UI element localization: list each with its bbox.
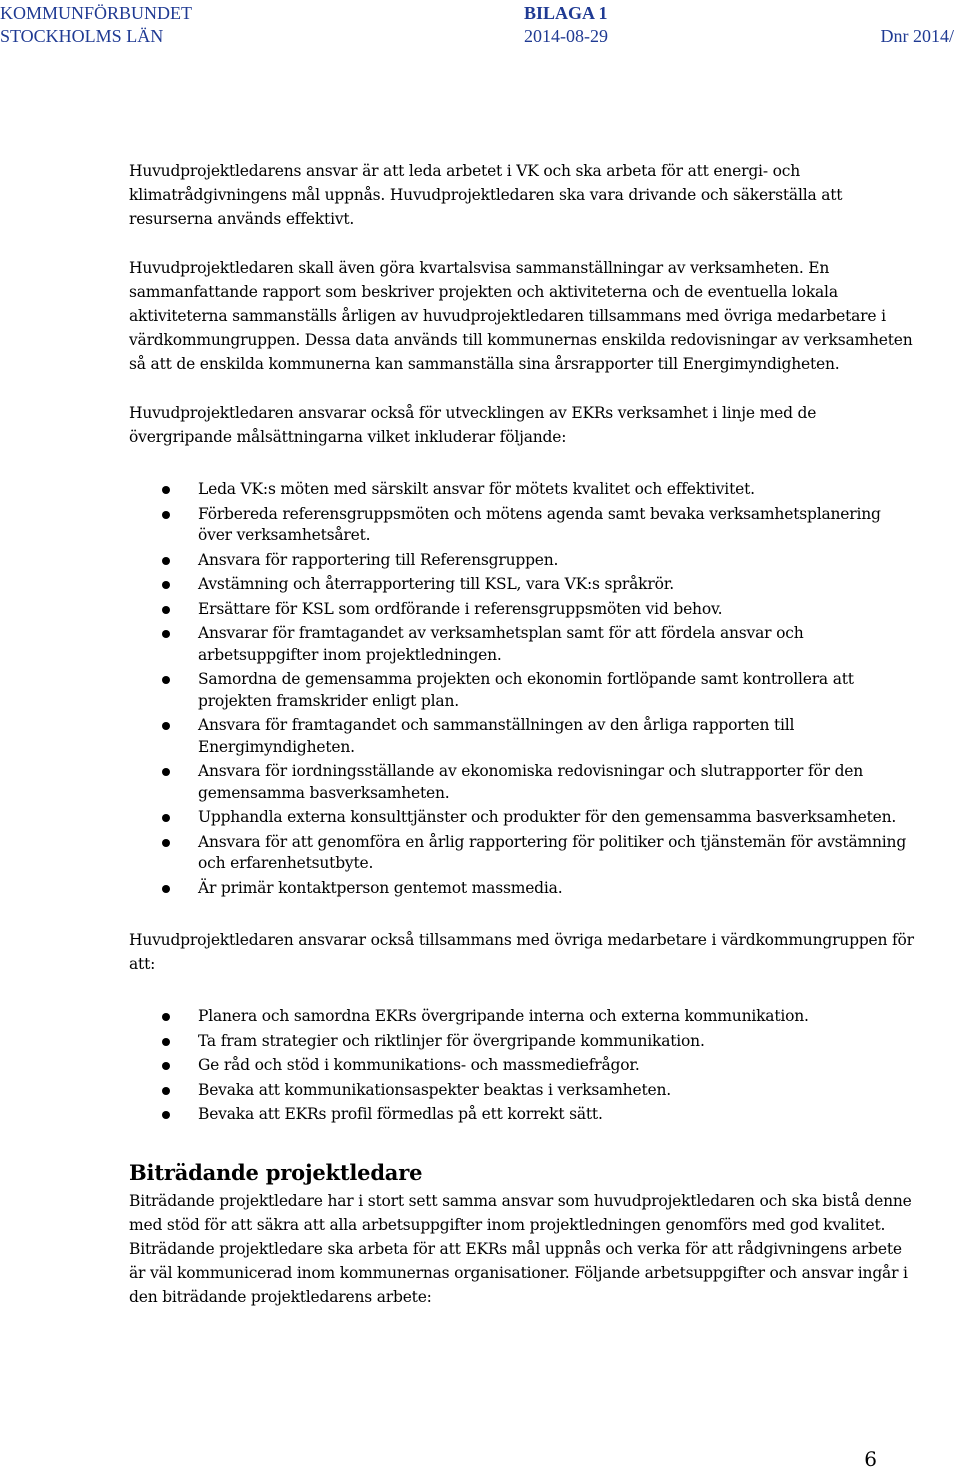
task-list-main — [129, 479, 919, 899]
bullet-icon — [162, 581, 170, 589]
paragraph-assistant-role: Biträdande projektledare har i stort sett samma ansvar som huvudprojektledaren och ska bistå denne med stöd för att säkra att alla arbetsuppgifter inom projektledningen genomförs med god kvalitet. Biträdande projektledare ska arbeta för att EKRs mål uppnås och verka för att rådgivningens arbete är väl kommunicerad inom kommunernas organisationer. Följande arbetsuppgifter och ansvar ingår i den biträdande projektledarens arbete: — [129, 1191, 912, 1306]
document-body — [129, 159, 919, 1309]
header-reference — [881, 2, 955, 48]
bullet-icon — [162, 1062, 170, 1070]
bullet-icon — [162, 1111, 170, 1119]
section-heading: Biträdande projektledare — [129, 1159, 423, 1185]
bullet-icon — [162, 557, 170, 565]
spacer — [129, 902, 919, 928]
list-item: Upphandla externa konsulttjänster och produkter för den gemensamma basverksamheten. — [129, 807, 919, 829]
document-number: Dnr 2014/ — [880, 26, 954, 46]
spacer — [129, 376, 919, 401]
list-item: Ansvara för att genomföra en årlig rapportering för politiker och tjänstemän för avstämning och erfarenhetsutbyte. — [129, 832, 919, 875]
document-date: 2014-08-29 — [524, 26, 608, 46]
spacer — [129, 231, 919, 256]
list-item: Ta fram strategier och riktlinjer för övergripande kommunikation. — [129, 1031, 919, 1053]
list-item: Ansvara för framtagandet och sammanställningen av den årliga rapporten till Energimyndigheten. — [129, 715, 919, 758]
paragraph-communication: Huvudprojektledaren ansvarar också tillsammans med övriga medarbetare i värdkommungruppen för att: — [129, 931, 914, 973]
page-header — [0, 2, 960, 50]
bullet-icon — [162, 486, 170, 494]
org-line-2: STOCKHOLMS LÄN — [0, 26, 164, 46]
spacer — [129, 1129, 919, 1159]
bullet-icon — [162, 814, 170, 822]
task-list-communication — [129, 1006, 919, 1126]
bullet-icon — [162, 511, 170, 519]
bullet-icon — [162, 885, 170, 893]
bullet-icon — [162, 676, 170, 684]
attachment-label: BILAGA 1 — [524, 3, 608, 23]
paragraph-development: Huvudprojektledaren ansvarar också för utvecklingen av EKRs verksamhet i linje med de övergripande målsättningarna vilket inkluderar följande: — [129, 404, 817, 446]
header-ref-spacer — [881, 2, 955, 25]
bullet-icon — [162, 606, 170, 614]
list-item: Avstämning och återrapportering till KSL, vara VK:s språkrör. — [129, 574, 919, 596]
list-item: Ge råd och stöd i kommunikations- och massmediefrågor. — [129, 1055, 919, 1077]
list-item: Planera och samordna EKRs övergripande interna och externa kommunikation. — [129, 1006, 919, 1028]
list-item: Är primär kontaktperson gentemot massmedia. — [129, 878, 919, 900]
bullet-icon — [162, 1038, 170, 1046]
list-item: Ansvara för iordningsställande av ekonomiska redovisningar och slutrapporter för den gemensamma basverksamheten. — [129, 761, 919, 804]
list-item: Ansvarar för framtagandet av verksamhetsplan samt för att fördela ansvar och arbetsuppgifter inom projektledningen. — [129, 623, 919, 666]
bullet-icon — [162, 630, 170, 638]
org-line-1: KOMMUNFÖRBUNDET — [0, 3, 193, 23]
header-attachment-info — [524, 2, 608, 48]
bullet-icon — [162, 722, 170, 730]
list-item: Ersättare för KSL som ordförande i referensgruppsmöten vid behov. — [129, 599, 919, 621]
list-item: Förbereda referensgruppsmöten och mötens agenda samt bevaka verksamhetsplanering över verksamhetsåret. — [129, 504, 919, 547]
bullet-icon — [162, 1013, 170, 1021]
list-item: Bevaka att kommunikationsaspekter beaktas i verksamheten. — [129, 1080, 919, 1102]
paragraph-responsibility: Huvudprojektledarens ansvar är att leda arbetet i VK och ska arbeta för att energi- och klimatrådgivningens mål uppnås. Huvudprojektledaren ska vara drivande och säkerställa att resurserna används effektivt. — [129, 162, 843, 228]
spacer — [129, 976, 919, 1006]
paragraph-reporting: Huvudprojektledaren skall även göra kvartalsvisa sammanställningar av verksamheten. En sammanfattande rapport som beskriver projekten och aktiviteterna och de eventuella lokala aktiviteterna sammanställs årligen av huvudprojektledaren tillsammans med övriga medarbetare i värdkommungruppen. Dessa data används till kommunernas enskilda redovisningar av verksamheten så att de enskilda kommunerna kan sammanställa sina årsrapporter till Energimyndigheten. — [129, 259, 913, 373]
spacer — [129, 449, 919, 479]
list-item: Bevaka att EKRs profil förmedlas på ett korrekt sätt. — [129, 1104, 919, 1126]
bullet-icon — [162, 1087, 170, 1095]
bullet-icon — [162, 839, 170, 847]
bullet-icon — [162, 768, 170, 776]
page-number: 6 — [864, 1447, 877, 1471]
list-item: Ansvara för rapportering till Referensgruppen. — [129, 550, 919, 572]
header-organization — [0, 2, 192, 48]
list-item: Samordna de gemensamma projekten och ekonomin fortlöpande samt kontrollera att projekten framskrider enligt plan. — [129, 669, 919, 712]
list-item: Leda VK:s möten med särskilt ansvar för mötets kvalitet och effektivitet. — [129, 479, 919, 501]
